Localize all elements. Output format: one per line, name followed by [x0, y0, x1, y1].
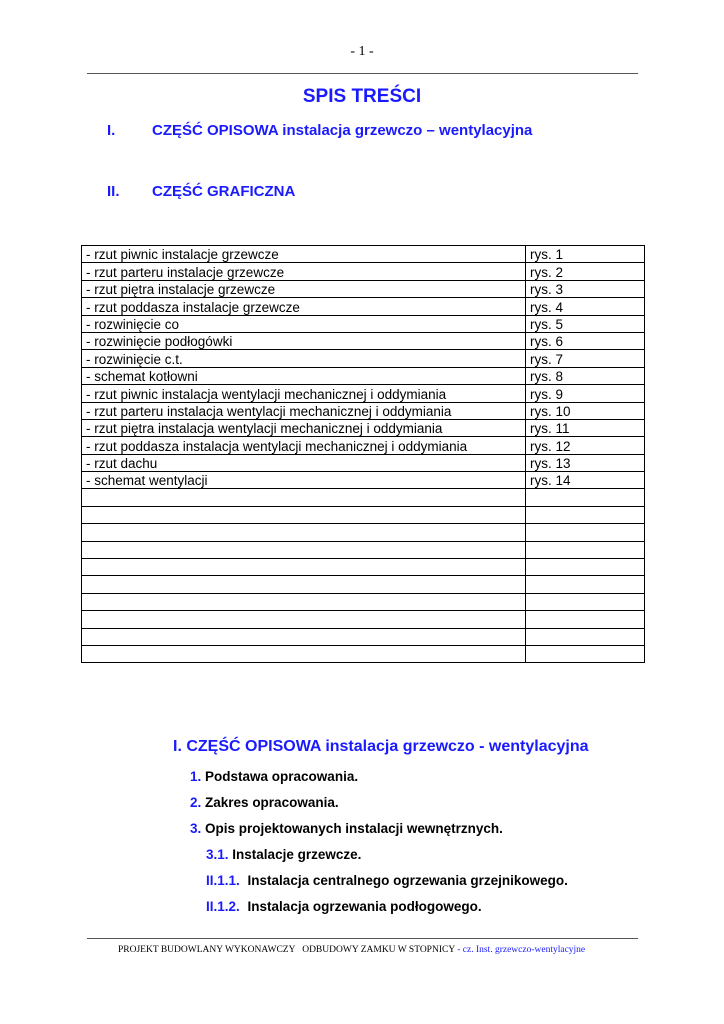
toc-section-title: CZĘŚĆ OPISOWA instalacja grzewczo – wentylacyjna [152, 122, 533, 139]
drawing-name-cell [82, 559, 526, 576]
drawings-table-row [82, 506, 645, 523]
description-item [190, 769, 358, 784]
item-number: II.1.1. [206, 873, 240, 888]
drawing-ref-cell: rys. 5 [526, 315, 645, 332]
drawing-ref-cell: rys. 12 [526, 437, 645, 454]
toc-section-1 [107, 122, 647, 142]
footer [118, 945, 585, 955]
drawings-table-row [82, 419, 645, 436]
toc-title: SPIS TREŚCI [302, 86, 422, 107]
description-title: I. CZĘŚĆ OPISOWA instalacja grzewczo - wentylacyjna [173, 738, 589, 755]
drawing-ref-cell: rys. 2 [526, 263, 645, 280]
drawing-name-cell: - rozwinięcie co [82, 315, 526, 332]
drawing-ref-cell: rys. 11 [526, 419, 645, 436]
drawing-ref-cell: rys. 7 [526, 350, 645, 367]
description-item [206, 873, 568, 888]
drawings-table-row [82, 263, 645, 280]
drawing-ref-cell [526, 628, 645, 645]
toc-section-2 [107, 183, 647, 203]
item-number: 1. [190, 769, 202, 784]
drawing-ref-cell: rys. 1 [526, 246, 645, 263]
drawing-name-cell: - rzut parteru instalacja wentylacji mechanicznej i oddymiania [82, 402, 526, 419]
drawings-table-row [82, 246, 645, 263]
drawing-name-cell: - rzut poddasza instalacje grzewcze [82, 298, 526, 315]
item-text: Instalacja ogrzewania podłogowego. [247, 899, 482, 914]
drawing-ref-cell [526, 541, 645, 558]
item-number: 3. [190, 821, 202, 836]
drawing-ref-cell [526, 524, 645, 541]
drawings-table-row [82, 628, 645, 645]
drawings-table-row [82, 315, 645, 332]
drawing-ref-cell: rys. 8 [526, 367, 645, 384]
footer-separator: - [457, 945, 461, 955]
drawings-table-row [82, 559, 645, 576]
toc-section-title: CZĘŚĆ GRAFICZNA [152, 183, 296, 200]
drawing-name-cell: - rozwinięcie c.t. [82, 350, 526, 367]
description-item [206, 847, 361, 862]
drawings-table-row [82, 472, 645, 489]
description-item [206, 899, 482, 914]
drawing-ref-cell: rys. 9 [526, 385, 645, 402]
drawing-ref-cell [526, 645, 645, 662]
item-text: Zakres opracowania. [205, 795, 339, 810]
drawings-table-row [82, 611, 645, 628]
drawing-ref-cell: rys. 3 [526, 280, 645, 297]
drawing-ref-cell [526, 576, 645, 593]
drawings-table-row [82, 350, 645, 367]
footer-divider [87, 938, 638, 939]
drawing-name-cell: - schemat wentylacji [82, 472, 526, 489]
drawing-name-cell [82, 628, 526, 645]
item-number: 3.1. [206, 847, 229, 862]
drawing-ref-cell [526, 506, 645, 523]
drawings-table-row [82, 524, 645, 541]
drawing-ref-cell [526, 559, 645, 576]
drawings-table-body [82, 246, 645, 663]
footer-part: cz. Inst. grzewczo-wentylacyjne [462, 945, 586, 955]
drawing-ref-cell: rys. 6 [526, 332, 645, 349]
drawings-table [81, 245, 645, 663]
drawings-table-row [82, 280, 645, 297]
toc-section-number: I. [107, 122, 116, 139]
toc-section-number: II. [107, 183, 120, 200]
item-text: Opis projektowanych instalacji wewnętrznych. [205, 821, 503, 836]
drawing-ref-cell: rys. 10 [526, 402, 645, 419]
drawing-name-cell [82, 506, 526, 523]
drawing-name-cell: - rzut dachu [82, 454, 526, 471]
item-text: Instalacje grzewcze. [232, 847, 362, 862]
drawing-ref-cell: rys. 13 [526, 454, 645, 471]
drawing-name-cell [82, 645, 526, 662]
item-number: 2. [190, 795, 202, 810]
drawing-name-cell [82, 541, 526, 558]
item-text: Instalacja centralnego ogrzewania grzejnikowego. [247, 873, 568, 888]
footer-project: PROJEKT BUDOWLANY WYKONAWCZY ODBUDOWY ZAMKU W STOPNICY [118, 945, 455, 955]
page-number: - 1 - [350, 44, 374, 59]
drawings-table-row [82, 332, 645, 349]
drawings-table-row [82, 645, 645, 662]
description-item [190, 795, 339, 810]
drawing-name-cell [82, 524, 526, 541]
drawings-table-row [82, 385, 645, 402]
drawing-name-cell: - schemat kotłowni [82, 367, 526, 384]
drawing-name-cell: - rzut piwnic instalacja wentylacji mechanicznej i oddymiania [82, 385, 526, 402]
header-divider [87, 73, 638, 74]
drawings-table-row [82, 367, 645, 384]
drawing-ref-cell: rys. 14 [526, 472, 645, 489]
drawing-ref-cell: rys. 4 [526, 298, 645, 315]
drawings-table-row [82, 437, 645, 454]
drawings-table-row [82, 576, 645, 593]
drawing-name-cell: - rzut piętra instalacje grzewcze [82, 280, 526, 297]
drawing-ref-cell [526, 593, 645, 610]
drawing-name-cell: - rozwinięcie podłogówki [82, 332, 526, 349]
drawings-table-row [82, 298, 645, 315]
drawings-table-row [82, 541, 645, 558]
drawings-table-row [82, 593, 645, 610]
drawing-name-cell: - rzut piętra instalacja wentylacji mechanicznej i oddymiania [82, 419, 526, 436]
drawing-name-cell [82, 593, 526, 610]
drawings-table-row [82, 402, 645, 419]
drawing-ref-cell [526, 489, 645, 506]
drawing-name-cell: - rzut poddasza instalacja wentylacji mechanicznej i oddymiania [82, 437, 526, 454]
item-number: II.1.2. [206, 899, 240, 914]
drawing-name-cell: - rzut parteru instalacje grzewcze [82, 263, 526, 280]
drawing-name-cell [82, 576, 526, 593]
drawing-name-cell: - rzut piwnic instalacje grzewcze [82, 246, 526, 263]
item-text: Podstawa opracowania. [205, 769, 359, 784]
drawings-table-row [82, 489, 645, 506]
drawing-ref-cell [526, 611, 645, 628]
drawing-name-cell [82, 611, 526, 628]
description-item [190, 821, 503, 836]
drawings-table-row [82, 454, 645, 471]
drawing-name-cell [82, 489, 526, 506]
